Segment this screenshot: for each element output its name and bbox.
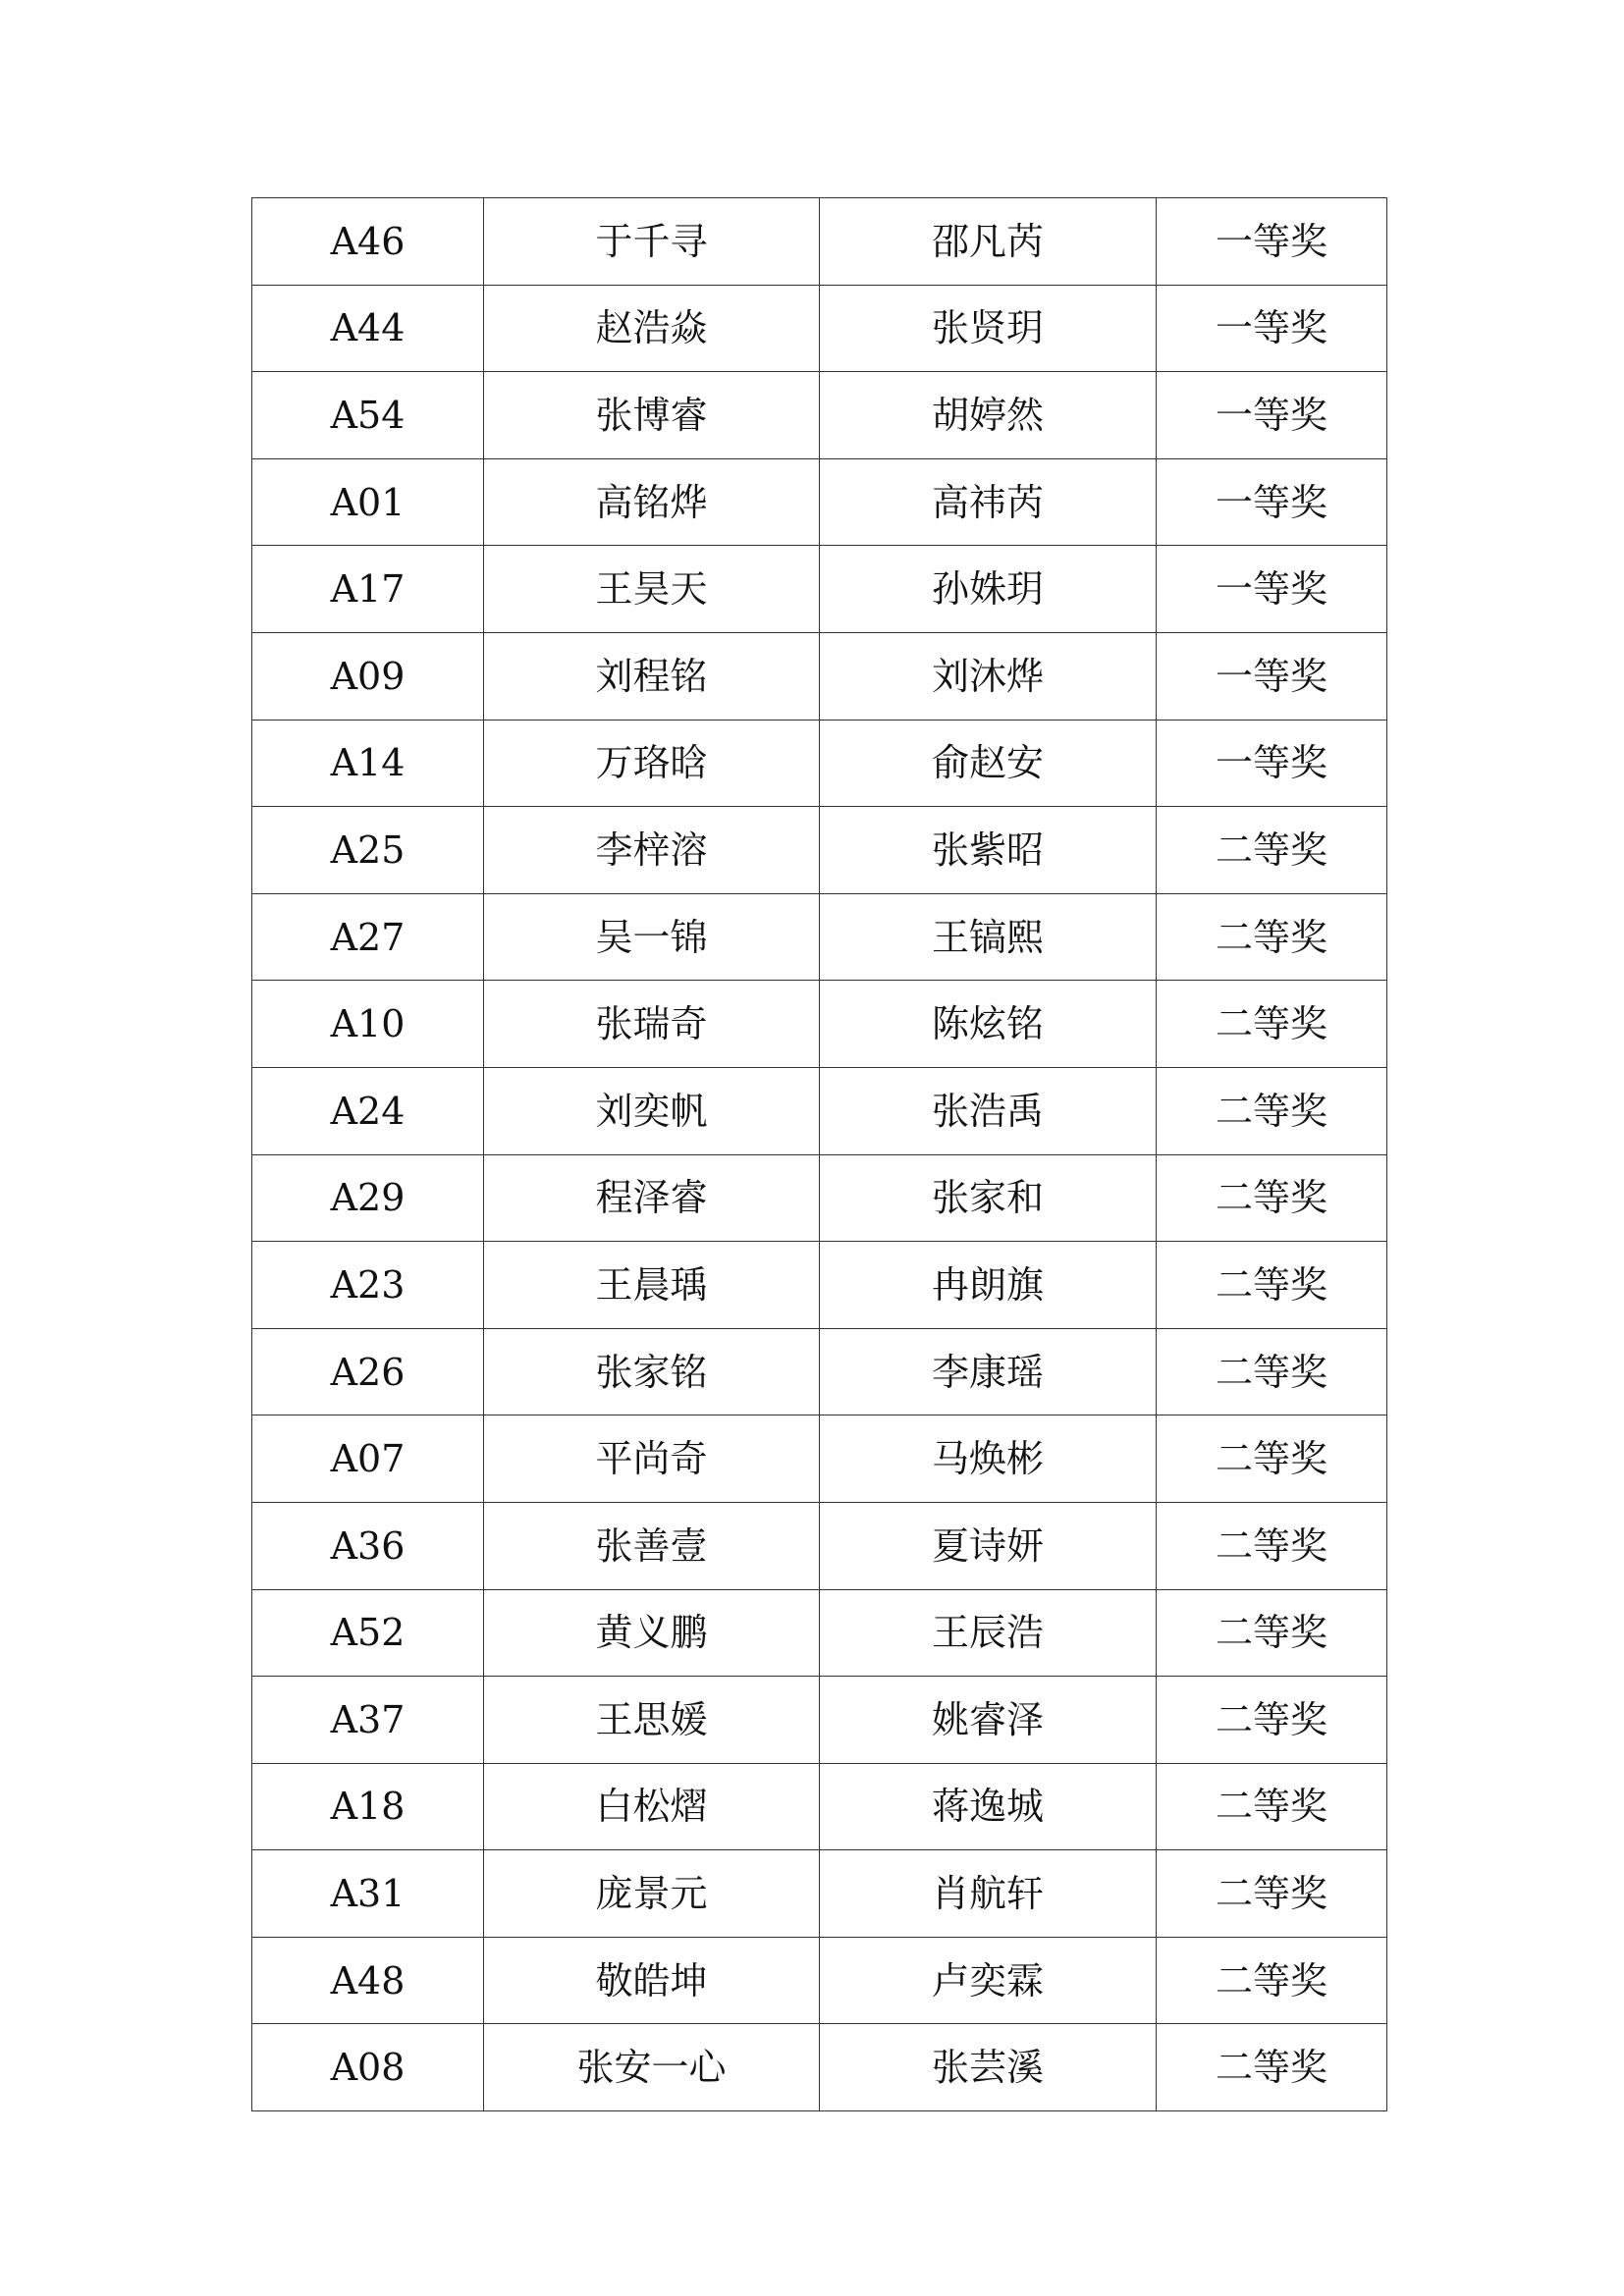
entry-id-cell: A10 xyxy=(252,981,484,1068)
award-level-cell: 二等奖 xyxy=(1157,1677,1387,1764)
entry-id-cell: A01 xyxy=(252,458,484,546)
award-level-cell: 二等奖 xyxy=(1157,1242,1387,1329)
table-row xyxy=(252,546,1387,633)
participant-name-cell: 敬皓坤 xyxy=(484,1937,820,2024)
partner-name-cell: 马焕彬 xyxy=(820,1415,1157,1503)
participant-name-cell: 高铭烨 xyxy=(484,458,820,546)
partner-name-cell: 刘沐烨 xyxy=(820,632,1157,720)
table-row xyxy=(252,1328,1387,1415)
table-row xyxy=(252,1415,1387,1503)
partner-name-cell: 肖航轩 xyxy=(820,1850,1157,1938)
partner-name-cell: 王镐熙 xyxy=(820,893,1157,981)
participant-name-cell: 程泽睿 xyxy=(484,1154,820,1242)
table-row xyxy=(252,1154,1387,1242)
participant-name-cell: 万珞晗 xyxy=(484,720,820,807)
partner-name-cell: 孙姝玥 xyxy=(820,546,1157,633)
entry-id-cell: A08 xyxy=(252,2024,484,2111)
award-level-cell: 二等奖 xyxy=(1157,893,1387,981)
participant-name-cell: 张家铭 xyxy=(484,1328,820,1415)
table-row xyxy=(252,1589,1387,1677)
award-level-cell: 二等奖 xyxy=(1157,1589,1387,1677)
table-row xyxy=(252,807,1387,894)
participant-name-cell: 张安一心 xyxy=(484,2024,820,2111)
entry-id-cell: A25 xyxy=(252,807,484,894)
entry-id-cell: A52 xyxy=(252,1589,484,1677)
award-table xyxy=(251,197,1387,2111)
participant-name-cell: 于千寻 xyxy=(484,198,820,286)
award-level-cell: 二等奖 xyxy=(1157,1154,1387,1242)
table-row xyxy=(252,1502,1387,1589)
table-row xyxy=(252,372,1387,459)
entry-id-cell: A36 xyxy=(252,1502,484,1589)
table-row xyxy=(252,198,1387,286)
award-level-cell: 二等奖 xyxy=(1157,1415,1387,1503)
participant-name-cell: 平尚奇 xyxy=(484,1415,820,1503)
entry-id-cell: A29 xyxy=(252,1154,484,1242)
partner-name-cell: 陈炫铭 xyxy=(820,981,1157,1068)
table-row xyxy=(252,1763,1387,1850)
participant-name-cell: 吴一锦 xyxy=(484,893,820,981)
table-row xyxy=(252,1677,1387,1764)
entry-id-cell: A46 xyxy=(252,198,484,286)
award-level-cell: 二等奖 xyxy=(1157,807,1387,894)
award-level-cell: 二等奖 xyxy=(1157,1328,1387,1415)
table-row xyxy=(252,2024,1387,2111)
partner-name-cell: 冉朗旗 xyxy=(820,1242,1157,1329)
award-level-cell: 一等奖 xyxy=(1157,720,1387,807)
partner-name-cell: 张贤玥 xyxy=(820,285,1157,372)
table-row xyxy=(252,893,1387,981)
entry-id-cell: A26 xyxy=(252,1328,484,1415)
award-level-cell: 一等奖 xyxy=(1157,285,1387,372)
entry-id-cell: A44 xyxy=(252,285,484,372)
award-level-cell: 一等奖 xyxy=(1157,458,1387,546)
table-row xyxy=(252,1850,1387,1938)
award-level-cell: 二等奖 xyxy=(1157,1502,1387,1589)
entry-id-cell: A07 xyxy=(252,1415,484,1503)
participant-name-cell: 张瑞奇 xyxy=(484,981,820,1068)
participant-name-cell: 刘奕帆 xyxy=(484,1067,820,1154)
entry-id-cell: A48 xyxy=(252,1937,484,2024)
partner-name-cell: 胡婷然 xyxy=(820,372,1157,459)
partner-name-cell: 李康瑶 xyxy=(820,1328,1157,1415)
award-level-cell: 一等奖 xyxy=(1157,198,1387,286)
participant-name-cell: 王思媛 xyxy=(484,1677,820,1764)
entry-id-cell: A37 xyxy=(252,1677,484,1764)
table-row xyxy=(252,720,1387,807)
participant-name-cell: 张善壹 xyxy=(484,1502,820,1589)
award-level-cell: 二等奖 xyxy=(1157,2024,1387,2111)
partner-name-cell: 张家和 xyxy=(820,1154,1157,1242)
partner-name-cell: 张浩禹 xyxy=(820,1067,1157,1154)
table-row xyxy=(252,1067,1387,1154)
award-table-body xyxy=(252,198,1387,2111)
entry-id-cell: A24 xyxy=(252,1067,484,1154)
award-level-cell: 一等奖 xyxy=(1157,546,1387,633)
entry-id-cell: A09 xyxy=(252,632,484,720)
entry-id-cell: A14 xyxy=(252,720,484,807)
entry-id-cell: A31 xyxy=(252,1850,484,1938)
partner-name-cell: 邵凡芮 xyxy=(820,198,1157,286)
partner-name-cell: 高祎芮 xyxy=(820,458,1157,546)
award-list-page xyxy=(251,197,1386,2111)
award-level-cell: 二等奖 xyxy=(1157,1067,1387,1154)
award-level-cell: 二等奖 xyxy=(1157,1937,1387,2024)
partner-name-cell: 蒋逸城 xyxy=(820,1763,1157,1850)
participant-name-cell: 张博睿 xyxy=(484,372,820,459)
entry-id-cell: A27 xyxy=(252,893,484,981)
entry-id-cell: A54 xyxy=(252,372,484,459)
partner-name-cell: 张紫昭 xyxy=(820,807,1157,894)
table-row xyxy=(252,1937,1387,2024)
partner-name-cell: 姚睿泽 xyxy=(820,1677,1157,1764)
entry-id-cell: A23 xyxy=(252,1242,484,1329)
participant-name-cell: 王昊天 xyxy=(484,546,820,633)
table-row xyxy=(252,458,1387,546)
award-level-cell: 二等奖 xyxy=(1157,981,1387,1068)
partner-name-cell: 卢奕霖 xyxy=(820,1937,1157,2024)
partner-name-cell: 夏诗妍 xyxy=(820,1502,1157,1589)
table-row xyxy=(252,1242,1387,1329)
participant-name-cell: 白松熠 xyxy=(484,1763,820,1850)
table-row xyxy=(252,285,1387,372)
award-level-cell: 二等奖 xyxy=(1157,1763,1387,1850)
award-level-cell: 一等奖 xyxy=(1157,372,1387,459)
participant-name-cell: 赵浩焱 xyxy=(484,285,820,372)
participant-name-cell: 李梓溶 xyxy=(484,807,820,894)
entry-id-cell: A18 xyxy=(252,1763,484,1850)
table-row xyxy=(252,981,1387,1068)
partner-name-cell: 王辰浩 xyxy=(820,1589,1157,1677)
participant-name-cell: 黄义鹏 xyxy=(484,1589,820,1677)
participant-name-cell: 王晨瑀 xyxy=(484,1242,820,1329)
award-level-cell: 一等奖 xyxy=(1157,632,1387,720)
participant-name-cell: 刘程铭 xyxy=(484,632,820,720)
entry-id-cell: A17 xyxy=(252,546,484,633)
participant-name-cell: 庞景元 xyxy=(484,1850,820,1938)
partner-name-cell: 俞赵安 xyxy=(820,720,1157,807)
award-level-cell: 二等奖 xyxy=(1157,1850,1387,1938)
table-row xyxy=(252,632,1387,720)
partner-name-cell: 张芸溪 xyxy=(820,2024,1157,2111)
